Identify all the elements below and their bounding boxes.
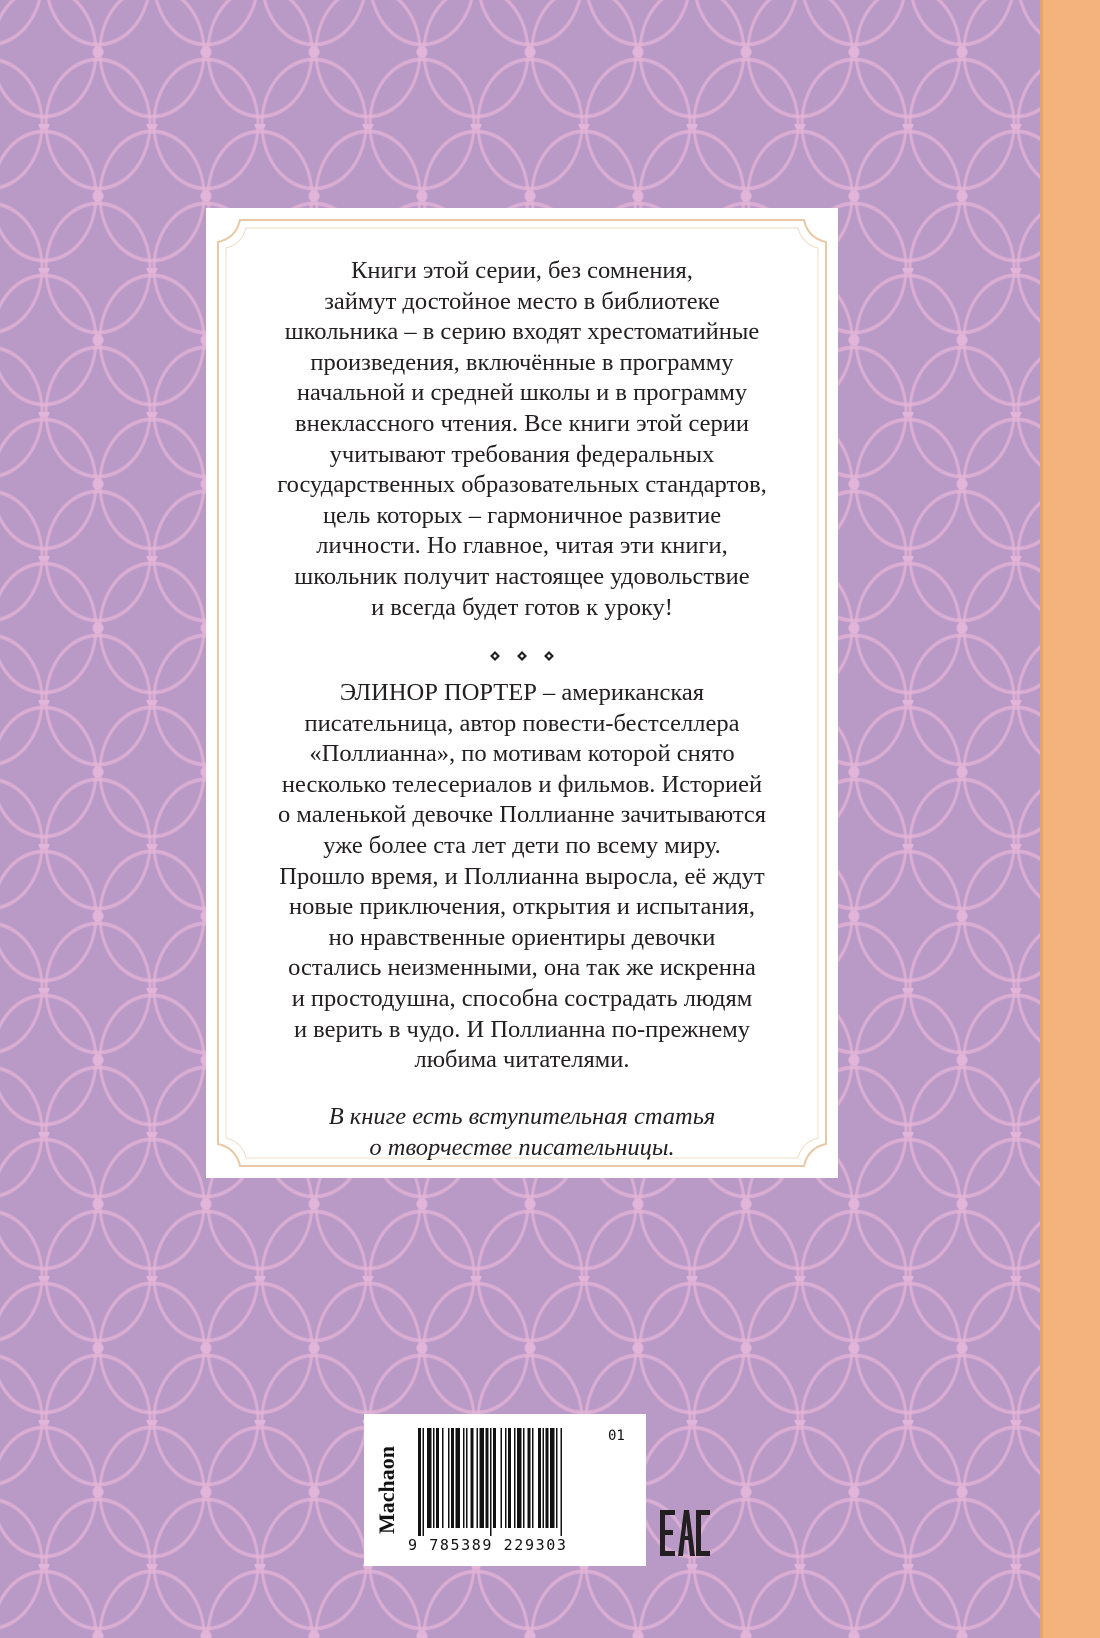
- barcode-bar: [471, 1428, 474, 1528]
- diamond-ornament-icon: [487, 648, 557, 664]
- barcode-bar: [493, 1428, 496, 1528]
- text-line: займут достойное место в библиотеке: [324, 287, 720, 315]
- text-line: личности. Но главное, читая эти книги,: [316, 532, 728, 560]
- series-description: [226, 256, 818, 623]
- barcode-bars: [418, 1428, 604, 1536]
- barcode-bar: [427, 1428, 432, 1528]
- barcode-bar: [505, 1428, 507, 1528]
- barcode-bar: [451, 1428, 454, 1528]
- book-spine: [1040, 0, 1100, 1638]
- barcode-bar: [418, 1428, 421, 1536]
- barcode-bar: [556, 1428, 558, 1528]
- barcode-bar: [433, 1428, 435, 1528]
- text-line: новые приключения, открытия и испытания,: [288, 893, 756, 921]
- barcode-bar: [508, 1428, 511, 1528]
- ornament-divider: [206, 648, 838, 668]
- text-line: о творчестве писательницы.: [369, 1133, 675, 1161]
- author-description: [226, 678, 818, 1076]
- isbn-digits: 9 785389 229303: [408, 1536, 568, 1554]
- description-panel: [206, 208, 838, 1178]
- barcode-label: [364, 1414, 646, 1566]
- eac-certification-icon: [660, 1510, 710, 1556]
- text-line: внеклассного чтения. Все книги этой серии: [295, 409, 749, 437]
- barcode-bar: [466, 1428, 468, 1528]
- text-line: и простодушна, способна сострадать людям: [291, 984, 753, 1012]
- text-line: школьник получит настоящее удовольствие: [294, 562, 750, 590]
- text-line: цель которых – гармоничное развитие: [322, 501, 722, 529]
- text-line: писательница, автор повести-бестселлера: [304, 709, 740, 737]
- barcode-bar: [538, 1428, 541, 1528]
- barcode-bar: [561, 1428, 563, 1536]
- barcode-bar: [490, 1428, 492, 1536]
- publisher-logo: [374, 1424, 400, 1556]
- barcode-bar: [528, 1428, 531, 1528]
- text-line: «Поллианна», по мотивам которой снято: [309, 740, 735, 768]
- barcode-bar: [532, 1428, 534, 1528]
- intro-article-note: [226, 1102, 818, 1163]
- publisher-name: Machaon: [374, 1446, 399, 1534]
- text-line: Прошло время, и Поллианна выросла, её ждут: [279, 862, 765, 890]
- text-line: начальной и средней школы и в программу: [296, 379, 748, 407]
- text-line: произведения, включённые в программу: [310, 348, 734, 376]
- barcode-bar: [514, 1428, 516, 1528]
- barcode-bar: [442, 1428, 444, 1528]
- text-line: и верить в чудо. И Поллианна по-прежнему: [293, 1015, 751, 1043]
- barcode-bar: [546, 1428, 549, 1528]
- barcode-bar: [501, 1428, 503, 1528]
- barcode-bar: [448, 1428, 450, 1528]
- text-line: о маленькой девочке Поллианне зачитываются: [277, 801, 766, 829]
- issue-code: 01: [608, 1428, 625, 1444]
- barcode-bar: [436, 1428, 439, 1528]
- barcode-bar: [543, 1428, 545, 1528]
- barcode-bar: [523, 1428, 525, 1528]
- text-line: остались неизменными, она так же искренна: [288, 954, 756, 982]
- text-line: учитывают требования федеральных: [329, 440, 715, 468]
- barcode-bar: [456, 1428, 461, 1528]
- barcode-bar: [477, 1428, 479, 1528]
- text-line: государственных образовательных стандартов,: [277, 471, 767, 499]
- barcode-bar: [423, 1428, 425, 1536]
- text-line: ЭЛИНОР ПОРТЕР – американская: [339, 679, 705, 706]
- text-line: Книги этой серии, без сомнения,: [351, 257, 693, 284]
- text-line: несколько телесериалов и фильмов. Историей: [281, 770, 763, 798]
- text-line: школьника – в серию входят хрестоматийные: [284, 318, 760, 346]
- barcode-bar: [517, 1428, 522, 1528]
- text-line: любима читателями.: [414, 1046, 630, 1074]
- text-line: но нравственные ориентиры девочки: [328, 923, 716, 951]
- text-line: уже более ста лет дети по всему миру.: [323, 831, 721, 859]
- barcode-bar: [463, 1428, 465, 1528]
- barcode-bar: [486, 1428, 489, 1528]
- barcode-bar: [480, 1428, 485, 1528]
- barcode-bar: [550, 1428, 555, 1528]
- text-line: и всегда будет готов к уроку!: [371, 593, 673, 621]
- text-line: В книге есть вступительная статья: [328, 1103, 716, 1130]
